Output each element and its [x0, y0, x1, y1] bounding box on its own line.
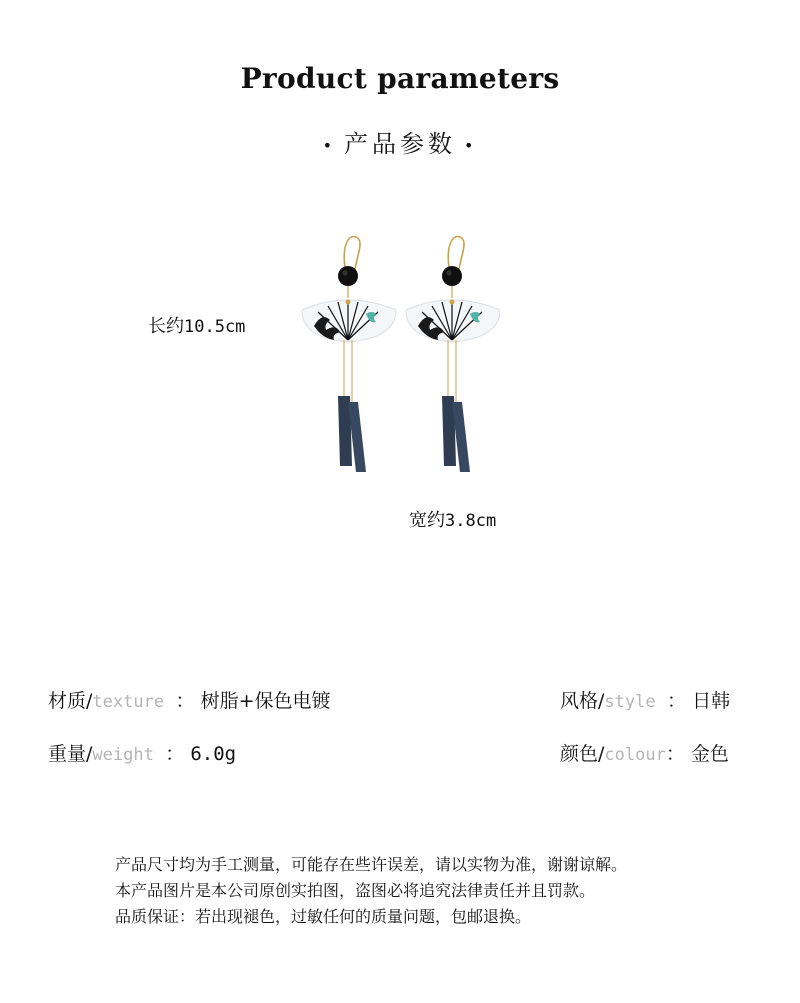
texture-cn-label: 材质/ [48, 690, 93, 712]
weight-value: 6.0g [190, 743, 237, 765]
colour-en-label: colour [604, 745, 666, 765]
style-en-label: style [604, 692, 656, 712]
texture-value: 树脂+保色电镀 [200, 690, 331, 712]
param-style [560, 686, 730, 713]
param-colour [560, 739, 729, 766]
weight-cn-label: 重量/ [48, 743, 93, 765]
note-line: 本产品图片是本公司原创实拍图，盗图必将追究法律责任并且罚款。 [115, 881, 596, 900]
page-subtitle [0, 124, 800, 159]
bullet-right: • [464, 135, 478, 155]
style-value: 日韩 [692, 690, 731, 712]
length-dimension [148, 312, 245, 338]
style-cn-label: 风格/ [560, 690, 605, 712]
page-title: Product parameters [240, 62, 560, 95]
length-label: 长约 [148, 316, 184, 337]
length-value: 10.5cm [184, 317, 246, 337]
weight-separator: ： [153, 743, 185, 765]
weight-en-label: weight [92, 745, 154, 765]
texture-separator: ： [164, 690, 195, 712]
colour-cn-label: 颜色/ [560, 743, 605, 765]
note-line: 产品尺寸均为手工测量，可能存在些许误差，请以实物为准，谢谢谅解。 [115, 855, 628, 874]
texture-en-label: texture [92, 692, 165, 712]
subtitle-text: 产品参数 [344, 130, 456, 158]
param-texture [48, 686, 330, 713]
fan-tassel-earrings-image [300, 230, 500, 480]
colour-value: 金色 [690, 743, 729, 765]
note-line: 品质保证：若出现褪色，过敏任何的质量问题，包邮退换。 [115, 907, 532, 926]
style-separator: ： [655, 690, 687, 712]
notes-block [115, 852, 627, 930]
width-dimension [409, 506, 496, 532]
width-label: 宽约 [409, 510, 445, 531]
left-earring [302, 237, 396, 472]
param-weight [48, 739, 236, 766]
colour-separator: ： [665, 743, 685, 765]
bullet-left: • [322, 135, 336, 155]
right-earring [406, 237, 500, 472]
width-value: 3.8cm [445, 511, 497, 531]
